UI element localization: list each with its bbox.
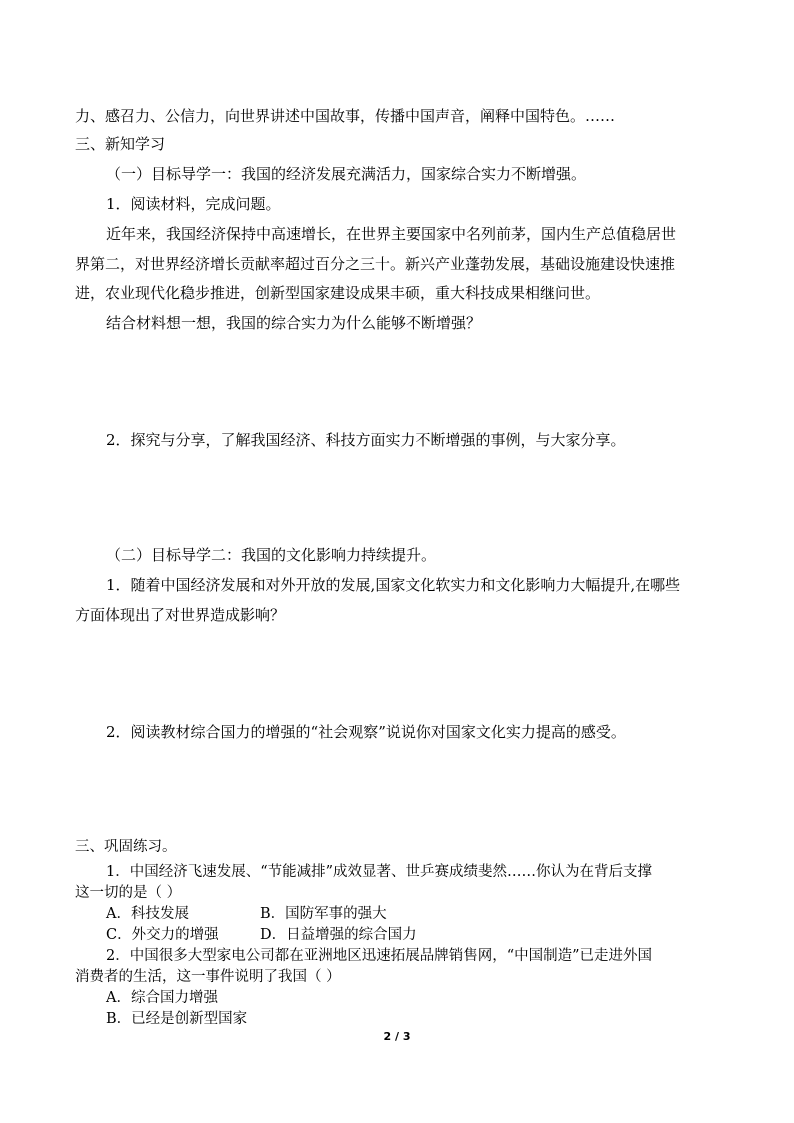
text-line: 消费者的生活，这一事件说明了我国（ ）: [75, 969, 341, 985]
option-a: A．科技发展: [106, 906, 189, 922]
question: 2．探究与分享，了解我国经济、科技方面实力不断增强的事例，与大家分享。: [106, 431, 626, 449]
text-line: 进，农业现代化稳步推进，创新型国家建设成果丰硕，重大科技成果相继问世。: [75, 284, 601, 302]
section-heading: 三、新知学习: [75, 135, 166, 153]
question: 1．中国经济飞速发展、“节能减排”成效显著、世乒赛成绩斐然……你认为在背后支撑: [106, 864, 653, 880]
section-heading: 三、巩固练习。: [75, 839, 177, 855]
text-line: 这一切的是（ ）: [75, 885, 182, 901]
subsection-heading: （二）目标导学二：我国的文化影响力持续提升。: [106, 546, 437, 564]
option-b: B．已经是创新型国家: [106, 1011, 248, 1027]
option-c: C．外交力的增强: [106, 927, 219, 943]
text-line: 近年来，我国经济保持中高速增长，在世界主要国家中名列前茅，国内生产总值稳居世: [106, 225, 677, 243]
text-line: 界第二，对世界经济增长贡献率超过百分之三十。新兴产业蓬勃发展，基础设施建设快速推: [75, 255, 676, 273]
text-line: 力、感召力、公信力，向世界讲述中国故事，传播中国声音，阐释中国特色。……: [75, 107, 616, 125]
option-a: A．综合国力增强: [106, 990, 218, 1006]
question: 1．阅读材料，完成问题。: [106, 195, 281, 213]
text-line: 方面体现出了对世界造成影响？: [75, 606, 286, 624]
page-number: 2 / 3: [383, 1030, 411, 1043]
question: 1．随着中国经济发展和对外开放的发展,国家文化软实力和文化影响力大幅提升,在哪些: [106, 576, 681, 594]
question: 2．阅读教材综合国力的增强的“社会观察”说说你对国家文化实力提高的感受。: [106, 723, 626, 741]
subsection-heading: （一）目标导学一：我国的经济发展充满活力，国家综合实力不断增强。: [106, 165, 587, 183]
question: 2．中国很多大型家电公司都在亚洲地区迅速拓展品牌销售网，“中国制造”已走进外国: [106, 948, 653, 964]
option-b: B．国防军事的强大: [260, 906, 387, 922]
question: 结合材料想一想，我国的综合实力为什么能够不断增强？: [106, 314, 482, 332]
option-d: D．日益增强的综合国力: [260, 927, 417, 943]
